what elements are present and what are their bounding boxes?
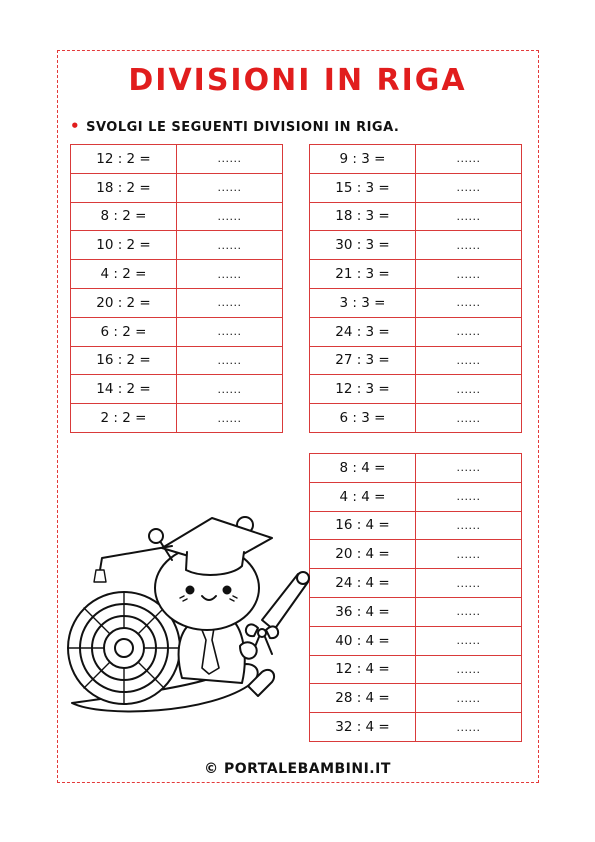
answer-blank[interactable]: ...... bbox=[416, 540, 522, 569]
division-row-by-2 bbox=[71, 404, 283, 433]
division-expression: 6 : 3 = bbox=[310, 404, 416, 433]
division-expression: 4 : 4 = bbox=[310, 482, 416, 511]
answer-blank[interactable]: ...... bbox=[416, 231, 522, 260]
division-row-by-2 bbox=[71, 202, 283, 231]
answer-blank[interactable]: ...... bbox=[416, 173, 522, 202]
division-expression: 20 : 2 = bbox=[71, 288, 177, 317]
instruction-text: SVOLGI LE SEGUENTI DIVISIONI IN RIGA. bbox=[86, 120, 400, 135]
division-row-by-4 bbox=[310, 569, 522, 598]
division-row-by-2 bbox=[71, 231, 283, 260]
division-table-by-2 bbox=[70, 144, 283, 433]
division-row-by-3 bbox=[310, 202, 522, 231]
answer-blank[interactable]: ...... bbox=[416, 288, 522, 317]
division-row-by-2 bbox=[71, 317, 283, 346]
answer-blank[interactable]: ...... bbox=[416, 346, 522, 375]
division-expression: 14 : 2 = bbox=[71, 375, 177, 404]
division-row-by-2 bbox=[71, 173, 283, 202]
division-row-by-3 bbox=[310, 375, 522, 404]
answer-blank[interactable]: ...... bbox=[416, 260, 522, 289]
page-title: DIVISIONI IN RIGA bbox=[128, 63, 467, 98]
division-row-by-3 bbox=[310, 145, 522, 174]
division-expression: 6 : 2 = bbox=[71, 317, 177, 346]
division-expression: 24 : 3 = bbox=[310, 317, 416, 346]
division-row-by-3 bbox=[310, 173, 522, 202]
division-expression: 18 : 2 = bbox=[71, 173, 177, 202]
answer-blank[interactable]: ...... bbox=[177, 317, 283, 346]
division-expression: 16 : 2 = bbox=[71, 346, 177, 375]
division-expression: 36 : 4 = bbox=[310, 597, 416, 626]
answer-blank[interactable]: ...... bbox=[177, 202, 283, 231]
division-row-by-3 bbox=[310, 288, 522, 317]
division-row-by-4 bbox=[310, 713, 522, 742]
division-expression: 40 : 4 = bbox=[310, 626, 416, 655]
division-expression: 9 : 3 = bbox=[310, 145, 416, 174]
division-table-by-4 bbox=[309, 453, 522, 742]
answer-blank[interactable]: ...... bbox=[416, 684, 522, 713]
division-expression: 8 : 2 = bbox=[71, 202, 177, 231]
division-row-by-4 bbox=[310, 684, 522, 713]
division-row-by-2 bbox=[71, 375, 283, 404]
answer-blank[interactable]: ...... bbox=[416, 454, 522, 483]
answer-blank[interactable]: ...... bbox=[416, 145, 522, 174]
division-row-by-2 bbox=[71, 145, 283, 174]
division-row-by-4 bbox=[310, 454, 522, 483]
answer-blank[interactable]: ...... bbox=[177, 145, 283, 174]
answer-blank[interactable]: ...... bbox=[416, 202, 522, 231]
division-row-by-2 bbox=[71, 346, 283, 375]
division-expression: 24 : 4 = bbox=[310, 569, 416, 598]
answer-blank[interactable]: ...... bbox=[416, 482, 522, 511]
division-expression: 28 : 4 = bbox=[310, 684, 416, 713]
bullet-icon: • bbox=[70, 117, 81, 135]
division-row-by-4 bbox=[310, 511, 522, 540]
division-expression: 12 : 2 = bbox=[71, 145, 177, 174]
division-expression: 12 : 4 = bbox=[310, 655, 416, 684]
answer-blank[interactable]: ...... bbox=[416, 375, 522, 404]
division-row-by-2 bbox=[71, 288, 283, 317]
division-expression: 3 : 3 = bbox=[310, 288, 416, 317]
answer-blank[interactable]: ...... bbox=[416, 713, 522, 742]
division-row-by-4 bbox=[310, 540, 522, 569]
division-row-by-2 bbox=[71, 260, 283, 289]
instruction bbox=[70, 117, 399, 135]
answer-blank[interactable]: ...... bbox=[177, 231, 283, 260]
answer-blank[interactable]: ...... bbox=[177, 288, 283, 317]
division-expression: 12 : 3 = bbox=[310, 375, 416, 404]
division-expression: 27 : 3 = bbox=[310, 346, 416, 375]
answer-blank[interactable]: ...... bbox=[177, 173, 283, 202]
division-expression: 20 : 4 = bbox=[310, 540, 416, 569]
division-row-by-3 bbox=[310, 404, 522, 433]
division-row-by-4 bbox=[310, 655, 522, 684]
answer-blank[interactable]: ...... bbox=[416, 626, 522, 655]
answer-blank[interactable]: ...... bbox=[177, 260, 283, 289]
division-expression: 8 : 4 = bbox=[310, 454, 416, 483]
division-expression: 30 : 3 = bbox=[310, 231, 416, 260]
answer-blank[interactable]: ...... bbox=[416, 569, 522, 598]
division-expression: 15 : 3 = bbox=[310, 173, 416, 202]
division-expression: 21 : 3 = bbox=[310, 260, 416, 289]
division-expression: 2 : 2 = bbox=[71, 404, 177, 433]
division-row-by-4 bbox=[310, 597, 522, 626]
division-table-by-3 bbox=[309, 144, 522, 433]
division-row-by-4 bbox=[310, 626, 522, 655]
division-row-by-3 bbox=[310, 260, 522, 289]
division-row-by-3 bbox=[310, 346, 522, 375]
footer-copyright: © PORTALEBAMBINI.IT bbox=[204, 761, 391, 777]
answer-blank[interactable]: ...... bbox=[416, 317, 522, 346]
division-expression: 10 : 2 = bbox=[71, 231, 177, 260]
answer-blank[interactable]: ...... bbox=[416, 597, 522, 626]
snail-graduate-icon bbox=[62, 478, 312, 728]
answer-blank[interactable]: ...... bbox=[416, 404, 522, 433]
answer-blank[interactable]: ...... bbox=[177, 404, 283, 433]
division-expression: 16 : 4 = bbox=[310, 511, 416, 540]
answer-blank[interactable]: ...... bbox=[177, 346, 283, 375]
answer-blank[interactable]: ...... bbox=[416, 511, 522, 540]
division-expression: 18 : 3 = bbox=[310, 202, 416, 231]
division-row-by-3 bbox=[310, 317, 522, 346]
answer-blank[interactable]: ...... bbox=[416, 655, 522, 684]
division-row-by-3 bbox=[310, 231, 522, 260]
answer-blank[interactable]: ...... bbox=[177, 375, 283, 404]
division-expression: 4 : 2 = bbox=[71, 260, 177, 289]
division-row-by-4 bbox=[310, 482, 522, 511]
division-expression: 32 : 4 = bbox=[310, 713, 416, 742]
